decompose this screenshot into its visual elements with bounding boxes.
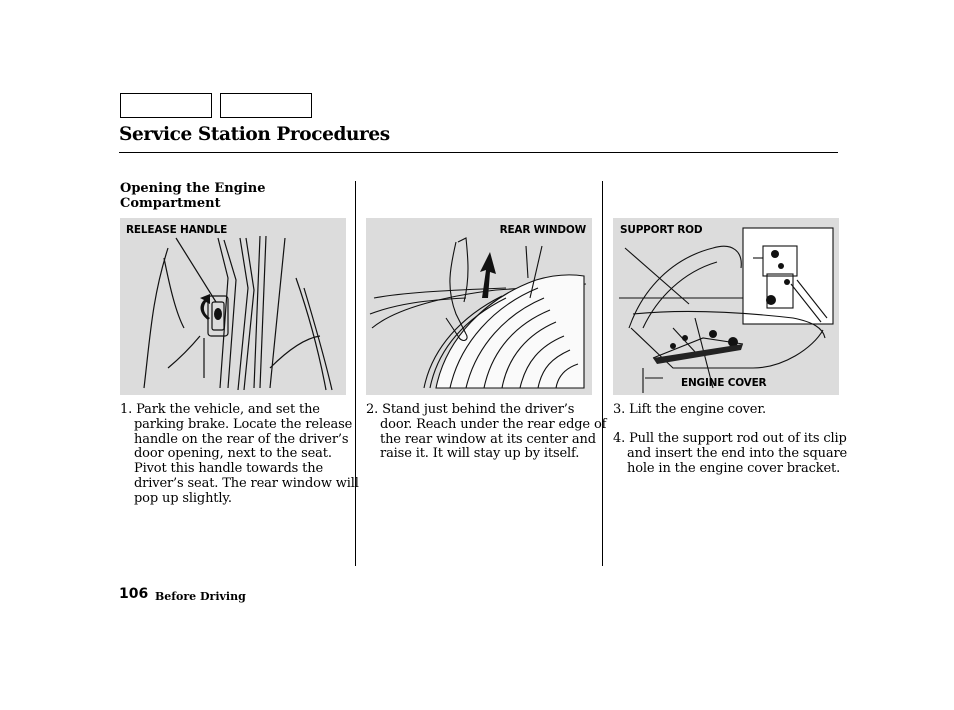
rear-window-drawing [366,218,592,395]
rear-window-callout: REAR WINDOW [499,224,586,236]
page-number: 106 [119,586,149,602]
step-1-text: 1. Park the vehicle, and set the parking brake. Locate the release handle on the rear of the driver’s door opening, next to the seat. Pivot this handle towards the driver’s seat. The rear window will pop up slightly. [120,402,359,506]
support-rod-callout: SUPPORT ROD [620,224,703,236]
title-rule [119,152,838,153]
step-2-text: 2. Stand just behind the driver’s door. Reach under the rear edge of the rear window at its center and raise it. It will stay up by itself. [366,402,607,462]
release-handle-illustration [120,218,346,395]
nav-button-contents[interactable] [120,93,212,118]
step-3-text: 3. Lift the engine cover. [613,402,766,417]
step-4-text: 4. Pull the support rod out of its clip and insert the end into the square hole in the engine cover bracket. [613,431,848,476]
section-heading: Opening the Engine Compartment [120,181,266,211]
page-title: Service Station Procedures [119,124,390,145]
door-pillar-drawing [120,218,346,395]
engine-cover-illustration [613,218,839,395]
nav-button-section[interactable] [220,93,312,118]
rear-window-illustration [366,218,592,395]
column-divider [355,181,356,566]
release-handle-callout: RELEASE HANDLE [126,224,228,236]
column-divider [602,181,603,566]
engine-cover-callout: ENGINE COVER [681,377,767,389]
footer-section-name: Before Driving [155,590,246,603]
engine-bay-drawing [613,218,839,395]
